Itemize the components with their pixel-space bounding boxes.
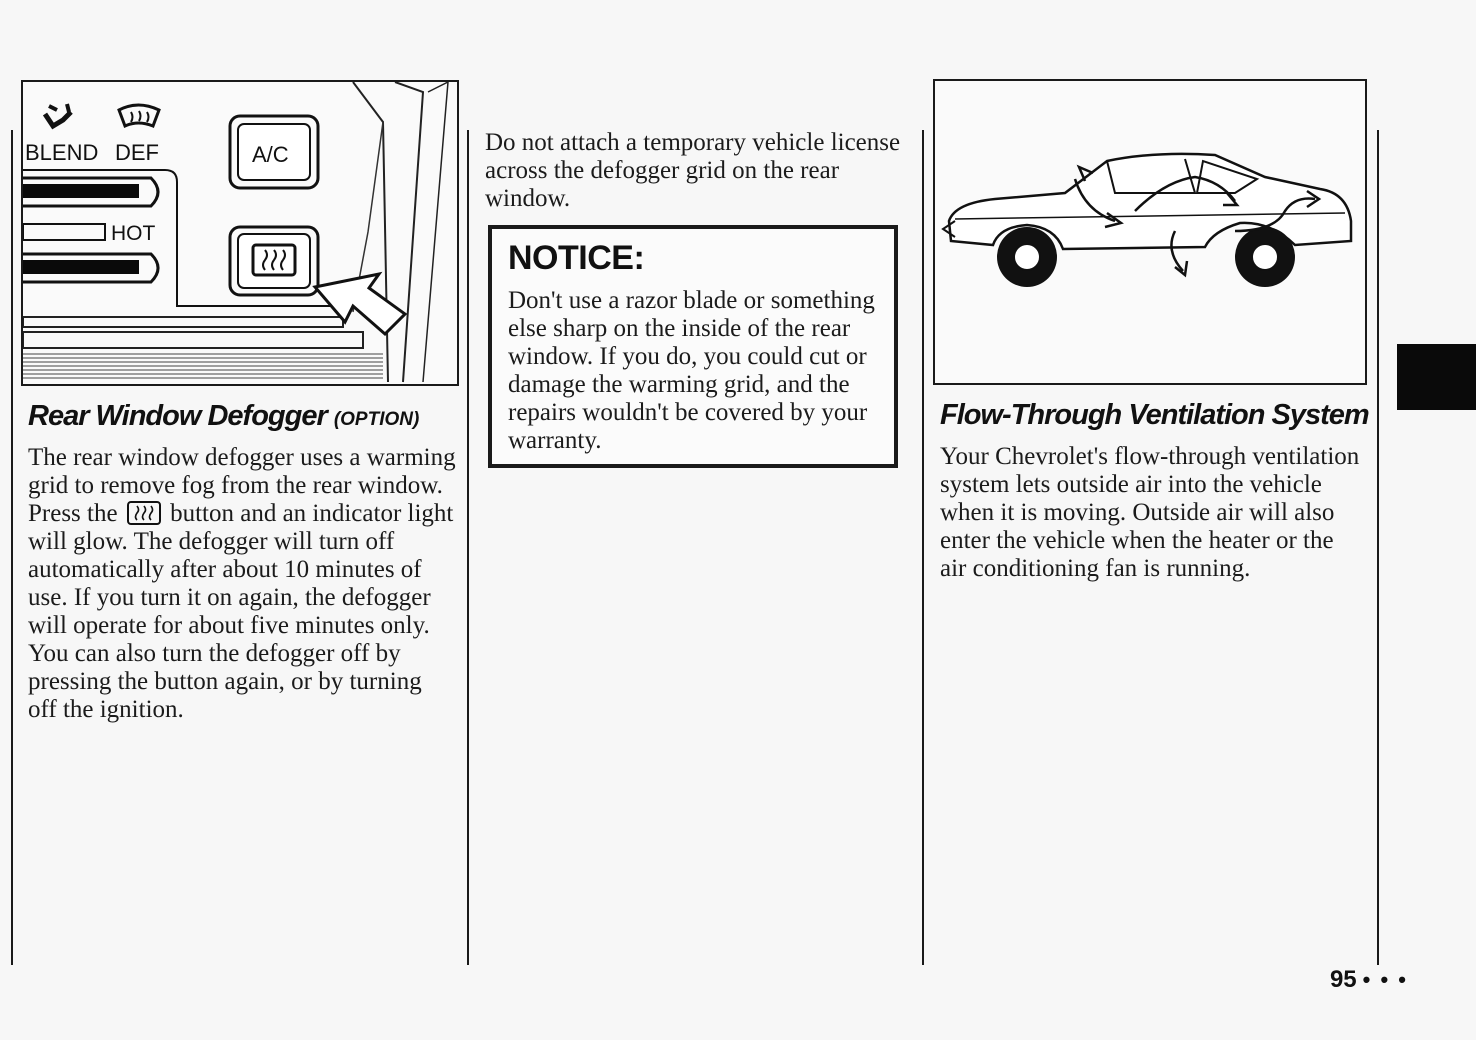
rear-defogger-icon [126, 500, 162, 526]
section-tab-marker [1397, 344, 1476, 410]
fan-slider[interactable] [23, 184, 139, 198]
rear-window-defogger-heading [28, 400, 419, 433]
ac-button[interactable] [230, 116, 318, 188]
temperature-slider[interactable] [23, 260, 139, 274]
notice-text: Don't use a razor blade or something else sharp on the inside of the rear window. If you do, you could cut or damage the warming grid, and the repairs wouldn't be covered by your warranty. [508, 287, 875, 454]
page-number [1330, 966, 1408, 994]
defogger-description [28, 444, 456, 724]
ventilation-description: Your Chevrolet's flow-through ventilation system lets outside air into the vehicle when it is moving. Outside air will also enter the vehicle when the heater or the air conditioning fan is running. [940, 443, 1360, 582]
left-margin-rule [11, 130, 13, 965]
ventilation-airflow-figure [933, 79, 1367, 385]
notice-box [488, 225, 898, 468]
page-number-value: 95 [1329, 966, 1357, 993]
heading-title: Rear Window Defogger [28, 400, 327, 432]
flow-through-ventilation-heading: Flow-Through Ventilation System [940, 399, 1369, 431]
notice-title: NOTICE: [508, 239, 645, 277]
blend-label: BLEND [25, 140, 99, 165]
hot-label: HOT [111, 222, 156, 245]
option-tag: (OPTION) [333, 409, 420, 430]
column-divider-1 [467, 130, 469, 965]
car-airflow-illustration [935, 81, 1365, 383]
right-margin-rule [1377, 130, 1379, 965]
column-divider-2 [922, 130, 924, 965]
continuation-dots: • • • [1362, 967, 1408, 992]
rear-defogger-button[interactable] [230, 227, 318, 295]
front-wheel [997, 227, 1057, 287]
rear-wheel [1235, 227, 1295, 287]
def-label: DEF [115, 140, 159, 165]
license-warning-paragraph: Do not attach a temporary vehicle license across the defogger grid on the rear window. [485, 129, 901, 212]
ac-button-label: A/C [252, 142, 289, 167]
defogger-description-part2: button and an indicator light will glow. The defogger will turn off automatically after about 10 minutes of use. If you turn it on again, the defogger will operate for about five minutes only. You can also turn the defogger off by pressing the button again, or by turning off the ignition. [28, 500, 454, 723]
defogger-description-part1: The rear window defogger uses a warming grid to remove fog from the rear window. Press the [28, 444, 456, 527]
defogger-control-panel-figure [21, 80, 459, 386]
climate-control-panel-illustration [23, 82, 457, 384]
